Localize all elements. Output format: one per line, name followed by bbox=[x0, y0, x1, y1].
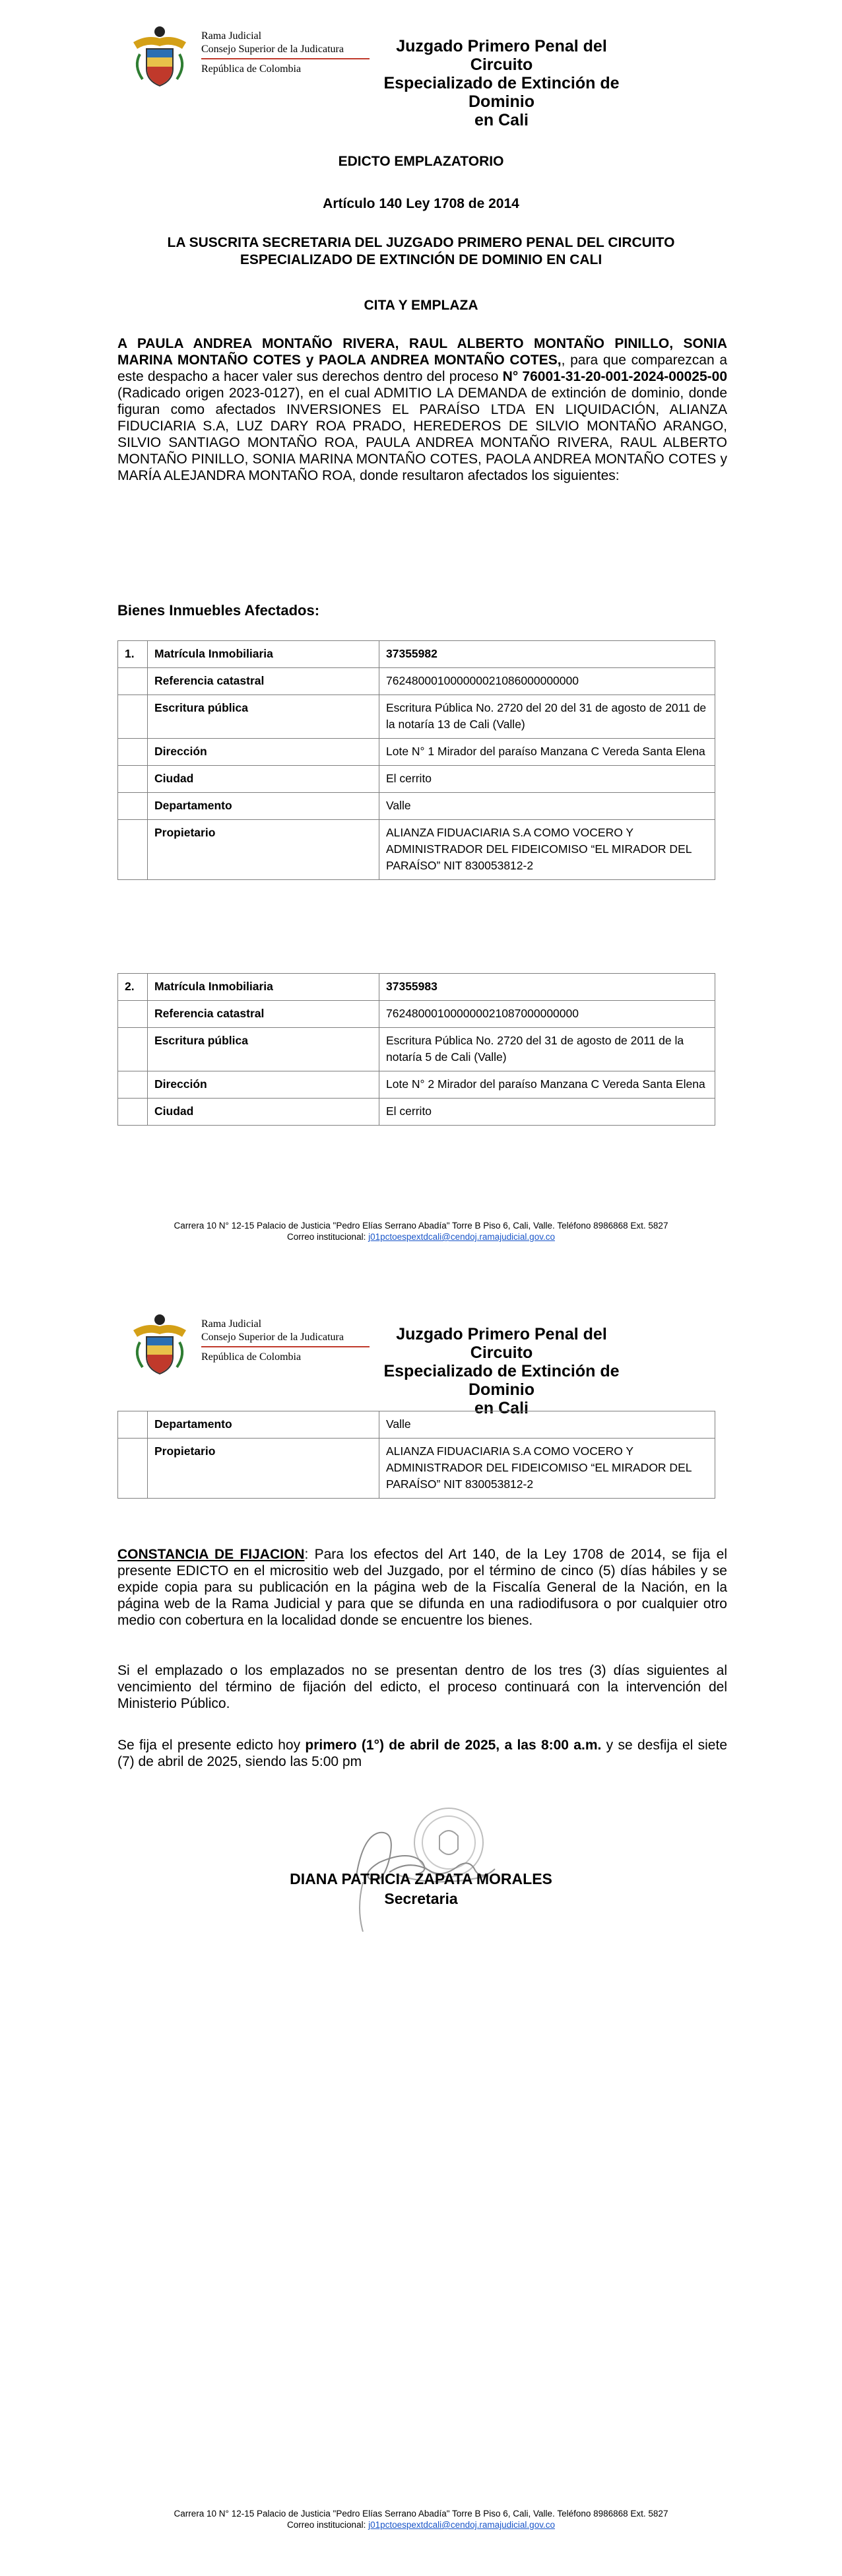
value-departamento: Valle bbox=[379, 793, 715, 820]
logo-line-1: Rama Judicial bbox=[201, 1318, 262, 1330]
label-escritura: Escritura pública bbox=[148, 1028, 379, 1071]
fixing-date-paragraph bbox=[117, 1737, 727, 1770]
fixing-text-1: Se fija el presente edicto hoy bbox=[117, 1738, 301, 1753]
label-direccion: Dirección bbox=[148, 739, 379, 766]
logo-line-1: Rama Judicial bbox=[201, 30, 262, 42]
secretary-line-1: LA SUSCRITA SECRETARIA DEL JUZGADO PRIMERO PENAL DEL CIRCUITO bbox=[167, 235, 675, 250]
secretary-heading bbox=[106, 234, 736, 269]
table-row bbox=[118, 668, 715, 695]
court-line-2: Especializado de Extinción de Dominio bbox=[383, 74, 620, 111]
summons-text-2: (Radicado origen 2023-0127), en el cual ADMITIO LA DEMANDA de extinción de dominio, donde figuran como afectados INVERSIONES EL PARAÍSO LTDA EN LIQUIDACIÓN, ALIANZA FIDUCIARIA S.A, LUZ DARY ROA PRADO, HEREDEROS DE SILVIO MONTAÑO ARANGO, SILVIO SANTIAGO MONTAÑO ROA, PAULA ANDREA MONTAÑO RIVERA, RAUL ALBERTO MONTAÑO PINILLO, SONIA MARINA MONTAÑO COTES, PAOLA ANDREA MONTAÑO COTES y MARÍA ALEJANDRA MONTAÑO ROA bbox=[117, 386, 727, 483]
summons-text-1: , para que comparezcan a este despacho a hacer valer sus derechos dentro del proceso bbox=[117, 353, 728, 384]
value-escritura: Escritura Pública No. 2720 del 31 de agosto de 2011 de la notaría 5 de Cali (Valle) bbox=[379, 1028, 715, 1071]
signatory-role: Secretaria bbox=[384, 1890, 458, 1907]
footer-address: Carrera 10 N° 12-15 Palacio de Justicia "Pedro Elías Serrano Abadía" Torre B Piso 6, Cali, Valle. Teléfono 8986868 Ext. 5827 bbox=[174, 1221, 668, 1231]
page-footer bbox=[0, 1220, 842, 1242]
table-row bbox=[118, 1001, 715, 1028]
non-appearance-paragraph: Si el emplazado o los emplazados no se presentan dentro de los tres (3) días siguientes al vencimiento del término de fijación del edicto, el proceso continuará con la intervención del Ministerio Público. bbox=[117, 1663, 727, 1711]
label-direccion: Dirección bbox=[148, 1071, 379, 1099]
footer-email-label: Correo institucional: bbox=[287, 1232, 366, 1242]
table-row bbox=[118, 1411, 715, 1439]
court-line-3: en Cali bbox=[474, 111, 529, 129]
value-referencia: 762480001000000021087000000000 bbox=[379, 1001, 715, 1028]
table-row bbox=[118, 766, 715, 793]
process-number: N° 76001-31-20-001-2024-00025-00 bbox=[502, 369, 727, 384]
label-matricula: Matrícula Inmobiliaria bbox=[148, 641, 379, 668]
value-ciudad: El cerrito bbox=[379, 766, 715, 793]
logo-line-3: República de Colombia bbox=[201, 63, 302, 75]
table-row bbox=[118, 793, 715, 820]
page-footer bbox=[0, 2508, 842, 2530]
value-ciudad: El cerrito bbox=[379, 1099, 715, 1126]
footer-email-label: Correo institucional: bbox=[287, 2520, 366, 2530]
constancia-paragraph bbox=[117, 1546, 727, 1629]
table-row bbox=[118, 695, 715, 739]
logo-line-3: República de Colombia bbox=[201, 1351, 302, 1363]
table-row bbox=[118, 1071, 715, 1099]
value-escritura: Escritura Pública No. 2720 del 20 del 31 de agosto de 2011 de la notaría 13 de Cali (Valle) bbox=[379, 695, 715, 739]
court-name bbox=[370, 37, 633, 129]
page-header bbox=[0, 0, 842, 129]
table-row bbox=[118, 1099, 715, 1126]
label-departamento: Departamento bbox=[148, 1411, 379, 1439]
edict-title: EDICTO EMPLAZATORIO bbox=[338, 154, 504, 169]
value-referencia: 762480001000000021086000000000 bbox=[379, 668, 715, 695]
logo-line-2: Consejo Superior de la Judicatura bbox=[201, 1332, 344, 1343]
label-departamento: Departamento bbox=[148, 793, 379, 820]
summons-text-3: , donde resultaron afectados los siguientes: bbox=[352, 468, 620, 483]
property-table-2 bbox=[117, 973, 715, 1126]
value-matricula: 37355983 bbox=[379, 974, 715, 1001]
table-row bbox=[118, 974, 715, 1001]
value-direccion: Lote N° 1 Mirador del paraíso Manzana C Vereda Santa Elena bbox=[379, 739, 715, 766]
label-referencia: Referencia catastral bbox=[148, 1001, 379, 1028]
table-row bbox=[118, 1028, 715, 1071]
summons-paragraph bbox=[117, 335, 727, 484]
property-number: 1. bbox=[118, 641, 148, 668]
label-ciudad: Ciudad bbox=[148, 1099, 379, 1126]
page-2 bbox=[0, 1288, 842, 2576]
constancia-text: : Para los efectos del Art 140, de la Ley 1708 de 2014, se fija el presente EDICTO en el micrositio web del Juzgado, por el término de cinco (5) días hábiles y se expide copia para su publicación en la página web de la Fiscalía General de la Nación, en la página web de la Rama Judicial y para que se difunda en una radiodifusora o por cualquier otro medio con cobertura en la localidad donde se encuentre los bienes. bbox=[117, 1547, 727, 1628]
signatory-block bbox=[238, 1869, 604, 1909]
court-line-2: Especializado de Extinción de Dominio bbox=[383, 1362, 620, 1399]
fixing-date: primero (1°) de abril de 2025, a las 8:00 a.m. bbox=[305, 1738, 602, 1753]
property-number: 2. bbox=[118, 974, 148, 1001]
property-table-1 bbox=[117, 640, 715, 880]
rama-judicial-logo bbox=[127, 22, 372, 96]
logo-divider bbox=[201, 58, 370, 59]
value-propietario: ALIANZA FIDUACIARIA S.A COMO VOCERO Y ADMINISTRADOR DEL FIDEICOMISO “EL MIRADOR DEL PARAÍSO” NIT 830053812-2 bbox=[379, 1439, 715, 1499]
court-line-1: Juzgado Primero Penal del Circuito bbox=[396, 37, 607, 74]
footer-email-line bbox=[0, 1231, 842, 1242]
summoned-names: A PAULA ANDREA MONTAÑO RIVERA, RAUL ALBERTO MONTAÑO PINILLO, SONIA MARINA MONTAÑO COTES y PAOLA ANDREA MONTAÑO COTES, bbox=[117, 336, 727, 368]
cita-heading: CITA Y EMPLAZA bbox=[364, 298, 478, 313]
property-table-2-continued bbox=[117, 1411, 715, 1499]
court-line-1: Juzgado Primero Penal del Circuito bbox=[396, 1325, 607, 1362]
value-direccion: Lote N° 2 Mirador del paraíso Manzana C Vereda Santa Elena bbox=[379, 1071, 715, 1099]
constancia-heading: CONSTANCIA DE FIJACION bbox=[117, 1547, 305, 1562]
logo-line-2: Consejo Superior de la Judicatura bbox=[201, 44, 344, 55]
table-row bbox=[118, 739, 715, 766]
court-line-3: en Cali bbox=[474, 1399, 529, 1417]
footer-email-line bbox=[0, 2519, 842, 2530]
page-header bbox=[0, 1288, 842, 1417]
label-matricula: Matrícula Inmobiliaria bbox=[148, 974, 379, 1001]
label-referencia: Referencia catastral bbox=[148, 668, 379, 695]
logo-divider bbox=[201, 1346, 370, 1347]
edict-article: Artículo 140 Ley 1708 de 2014 bbox=[323, 196, 519, 211]
properties-heading: Bienes Inmuebles Afectados: bbox=[117, 602, 320, 619]
footer-address: Carrera 10 N° 12-15 Palacio de Justicia "Pedro Elías Serrano Abadía" Torre B Piso 6, Cali, Valle. Teléfono 8986868 Ext. 5827 bbox=[174, 2509, 668, 2519]
label-propietario: Propietario bbox=[148, 1439, 379, 1499]
table-row bbox=[118, 641, 715, 668]
footer-email-link[interactable]: j01pctoespextdcali@cendoj.ramajudicial.gov.co bbox=[368, 2520, 555, 2530]
rama-judicial-logo bbox=[127, 1310, 372, 1384]
colombia-coat-of-arms-icon bbox=[127, 1310, 193, 1379]
value-matricula: 37355982 bbox=[379, 641, 715, 668]
label-propietario: Propietario bbox=[148, 820, 379, 880]
table-row bbox=[118, 820, 715, 880]
colombia-coat-of-arms-icon bbox=[127, 22, 193, 91]
value-departamento: Valle bbox=[379, 1411, 715, 1439]
secretary-line-2: ESPECIALIZADO DE EXTINCIÓN DE DOMINIO EN CALI bbox=[240, 252, 602, 267]
value-propietario: ALIANZA FIDUACIARIA S.A COMO VOCERO Y ADMINISTRADOR DEL FIDEICOMISO “EL MIRADOR DEL PARAÍSO” NIT 830053812-2 bbox=[379, 820, 715, 880]
footer-email-link[interactable]: j01pctoespextdcali@cendoj.ramajudicial.gov.co bbox=[368, 1232, 555, 1242]
label-ciudad: Ciudad bbox=[148, 766, 379, 793]
fixing-text-2: y se desfija el siete (7) de abril de 2025, siendo las 5:00 pm bbox=[117, 1738, 727, 1769]
court-name bbox=[370, 1325, 633, 1417]
signatory-name: DIANA PATRICIA ZAPATA MORALES bbox=[290, 1870, 552, 1887]
table-row bbox=[118, 1439, 715, 1499]
label-escritura: Escritura pública bbox=[148, 695, 379, 739]
